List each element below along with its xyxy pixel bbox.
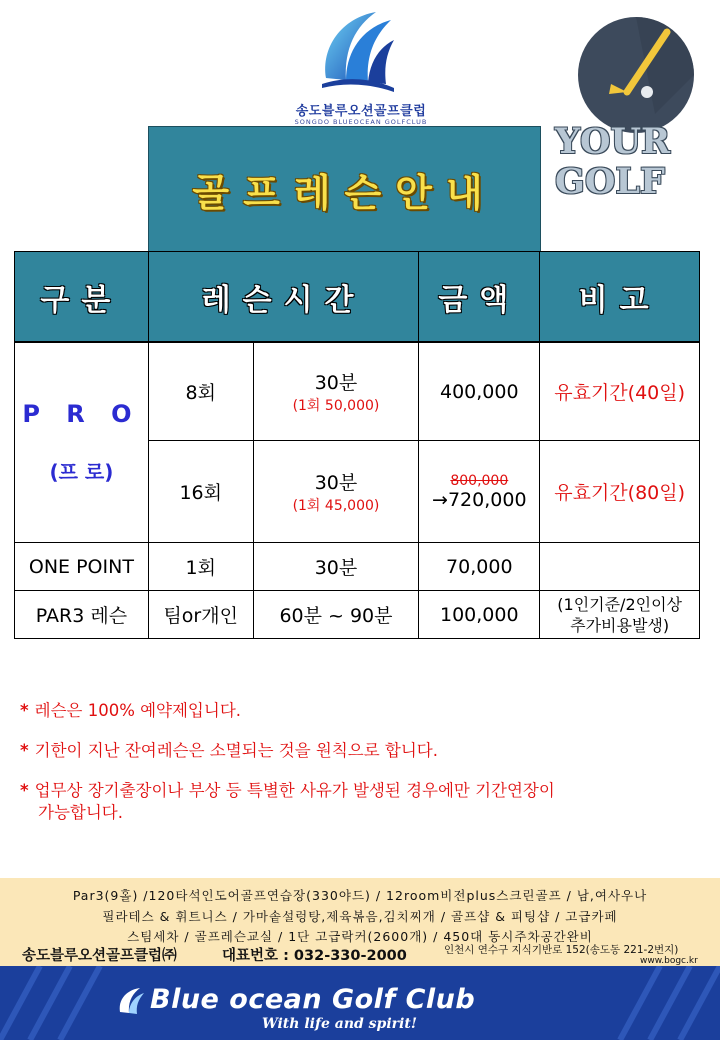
notice-item [20, 700, 700, 722]
pro-category-cell [15, 343, 149, 543]
lesson-note: 유효기간(80일) [540, 441, 700, 543]
lesson-price: 400,000 [419, 343, 540, 441]
lesson-count: 16회 [148, 441, 253, 543]
website-link[interactable]: www.bogc.kr [640, 956, 698, 966]
asterisk-icon: * [20, 701, 29, 720]
notice-item [20, 740, 700, 762]
banner-title: Blue ocean Golf Club [150, 984, 476, 1015]
lesson-time: 30분 [253, 543, 419, 591]
table-row [15, 343, 700, 441]
lesson-note [540, 543, 700, 591]
notice-text-continued: 가능합니다. [38, 803, 123, 822]
lesson-note: 유효기간(40일) [540, 343, 700, 441]
asterisk-icon: * [20, 781, 29, 800]
logo-name: 송도블루오션골프클럽 [295, 104, 427, 119]
lesson-price: 100,000 [419, 591, 540, 639]
lesson-price-table [14, 251, 700, 639]
club-logo [276, 8, 446, 128]
notice-text: 기한이 지난 잔여레슨은 소멸되는 것을 원칙으로 합니다. [34, 741, 438, 760]
notice-text: 업무상 장기출장이나 부상 등 특별한 사유가 발생된 경우에만 기간연장이 [34, 781, 555, 800]
note-line-2: 추가비용발생) [570, 615, 670, 635]
per-session-price: (1회 45,000) [292, 498, 380, 514]
header-price: 금액 [419, 252, 540, 342]
your-golf-text [555, 122, 705, 202]
notice-list [20, 700, 700, 842]
wave-logo-icon [316, 8, 396, 94]
facility-line-1: Par3(9홀) /120타석인도어골프연습장(330야드) / 12room비전plus스크린골프 / 남,여사우나 [72, 888, 648, 903]
golf-club-badge-icon [575, 14, 697, 136]
lesson-time: 30분 [314, 472, 358, 494]
pro-label: P R O [22, 400, 141, 428]
lesson-count: 8회 [148, 343, 253, 441]
per-session-price: (1회 50,000) [292, 398, 380, 414]
page-title-box [148, 126, 541, 252]
original-price: 800,000 [450, 472, 509, 489]
header-category: 구분 [15, 252, 149, 342]
table-header-row [15, 252, 700, 342]
facility-info-band [0, 878, 720, 966]
one-point-label: ONE POINT [15, 543, 149, 591]
notice-item [20, 780, 700, 824]
phone-number: 대표번호 : 032-330-2000 [222, 948, 407, 964]
golf-text: GOLF [555, 161, 665, 202]
lesson-price-cell [419, 441, 540, 543]
logo-subtitle: SONGDO BLUEOCEAN GOLFCLUB [294, 118, 428, 126]
page-title: 골프레슨안내 [192, 170, 497, 215]
asterisk-icon: * [20, 741, 29, 760]
lesson-price: →720,000 [432, 488, 527, 511]
lesson-price: 70,000 [419, 543, 540, 591]
lesson-time-cell [253, 441, 419, 543]
note-line-1: (1인기준/2인이상 [557, 594, 682, 614]
banner-subtitle: With life and spirit! [262, 1016, 417, 1032]
table-row [15, 591, 700, 639]
lesson-time: 30분 [314, 372, 358, 394]
par3-label: PAR3 레슨 [15, 591, 149, 639]
header-lesson-time: 레슨시간 [148, 252, 419, 342]
brand-banner [0, 966, 720, 1040]
lesson-count: 팀or개인 [148, 591, 253, 639]
company-name: 송도블루오션골프클럽㈜ [22, 948, 177, 964]
your-text: YOUR [555, 121, 671, 162]
facility-line-3: 스팀세차 / 골프레슨교실 / 1단 고급락커(2600개) / 450대 동시주차공간완비 [127, 929, 593, 944]
notice-text: 레슨은 100% 예약제입니다. [34, 701, 241, 720]
lesson-time-cell [253, 343, 419, 441]
lesson-time: 60분 ~ 90분 [253, 591, 419, 639]
address: 인천시 연수구 지식기반로 152(송도동 221-2번지) [444, 944, 679, 956]
pro-label-kr: (프 로) [49, 460, 114, 484]
banner-logo-icon [116, 986, 146, 1016]
table-row [15, 543, 700, 591]
facility-line-2: 필라테스 & 휘트니스 / 가마솥설렁탕,제육볶음,김치찌개 / 골프샵 & 피팅샵 / 고급카페 [102, 909, 618, 924]
header-remarks: 비고 [540, 252, 700, 342]
lesson-count: 1회 [148, 543, 253, 591]
lesson-note [540, 591, 700, 639]
